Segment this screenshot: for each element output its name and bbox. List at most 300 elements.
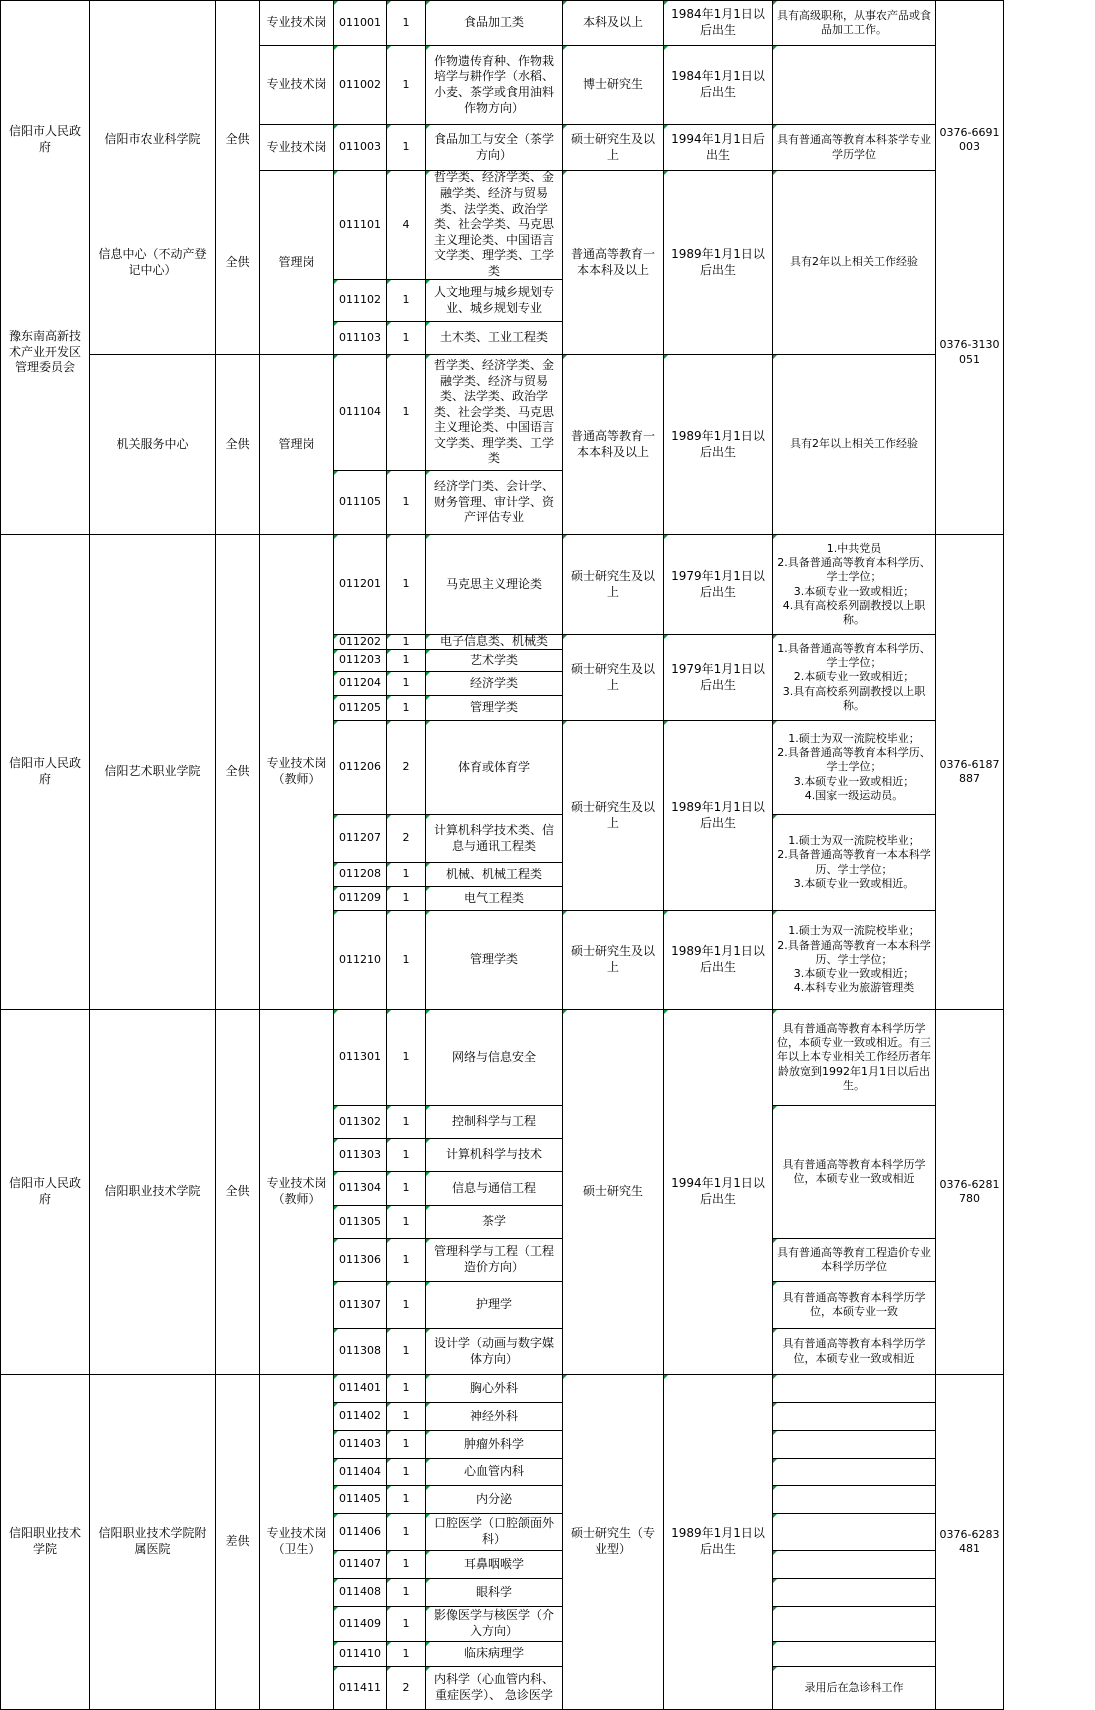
- headcount-cell: [387, 322, 426, 355]
- cell-text: 食品加工与安全（茶学方向）: [433, 131, 554, 162]
- position-type-cell: [260, 125, 334, 171]
- cell-text: 011206: [339, 760, 381, 774]
- major-cell: [426, 1010, 563, 1106]
- position-code-cell: [334, 46, 387, 125]
- cell-text: 011001: [339, 15, 381, 29]
- major-cell: [426, 1172, 563, 1206]
- cell-text: 011407: [339, 1557, 381, 1571]
- cell-text: 硕士研究生及以上: [570, 944, 655, 974]
- funding-type-cell: [216, 1375, 260, 1710]
- headcount-cell: [387, 1431, 426, 1459]
- age-requirement-cell: [664, 0, 773, 46]
- cell-text: 011304: [339, 1181, 381, 1195]
- major-cell: [426, 471, 563, 535]
- other-requirement-cell: [773, 1403, 936, 1431]
- funding-type-cell: [216, 355, 260, 535]
- cell-text: 011411: [339, 1680, 381, 1694]
- age-requirement-cell: [664, 46, 773, 125]
- cell-text: 1989年1月1日以后出生: [671, 246, 765, 277]
- headcount-cell: [387, 1282, 426, 1329]
- cell-text: 硕士研究生（专业型）: [570, 1526, 655, 1556]
- cell-text: 网络与信息安全: [451, 1049, 536, 1064]
- cell-text: 1: [402, 293, 410, 307]
- headcount-cell: [387, 1486, 426, 1514]
- education-cell: [563, 1010, 664, 1375]
- major-cell: [426, 1375, 563, 1403]
- headcount-cell: [387, 1667, 426, 1710]
- cell-text: 011301: [339, 1050, 381, 1064]
- cell-text: 管理岗: [278, 436, 315, 451]
- age-requirement-cell: [664, 1375, 773, 1710]
- cell-text: 1989年1月1日以后出生: [671, 428, 765, 459]
- education-cell: [563, 0, 664, 46]
- major-cell: [426, 1579, 563, 1607]
- major-cell: [426, 322, 563, 355]
- headcount-cell: [387, 1139, 426, 1172]
- competent-dept-cell: [0, 1375, 90, 1710]
- headcount-cell: [387, 1172, 426, 1206]
- cell-text: 管理学类: [469, 700, 518, 715]
- major-cell: [426, 1329, 563, 1375]
- education-cell: [563, 911, 664, 1010]
- cell-text: 1: [402, 1114, 410, 1128]
- contact-phone-cell: [936, 1375, 1004, 1710]
- cell-text: 1: [402, 77, 410, 91]
- major-cell: [426, 0, 563, 46]
- cell-text: 1: [402, 867, 410, 881]
- position-code-cell: [334, 650, 387, 672]
- cell-text: 电气工程类: [463, 890, 524, 905]
- major-cell: [426, 672, 563, 696]
- cell-text: 1: [402, 330, 410, 344]
- cell-text: 体育或体育学: [457, 759, 530, 774]
- cell-text: 全供: [225, 436, 250, 451]
- cell-text: 硕士研究生及以上: [570, 568, 655, 599]
- cell-text: 专业技术岗（教师）: [266, 756, 327, 786]
- cell-text: 1: [402, 1585, 410, 1599]
- cell-text: 1: [402, 140, 410, 154]
- cell-text: 电子信息类、机械类: [439, 635, 548, 649]
- position-code-cell: [334, 322, 387, 355]
- cell-text: 录用后在急诊科工作: [804, 1680, 904, 1694]
- position-code-cell: [334, 1667, 387, 1710]
- cell-text: 信息中心（不动产登记中心）: [98, 246, 207, 277]
- cell-text: 1: [402, 1437, 410, 1451]
- requirement-line: 4.国家一级运动员。: [804, 788, 904, 802]
- requirement-line: 3.本硕专业一致或相近。: [793, 876, 915, 890]
- cell-text: 1: [402, 891, 410, 905]
- cell-text: 硕士研究生: [582, 1184, 643, 1199]
- other-requirement-cell: [773, 1375, 936, 1403]
- headcount-cell: [387, 1551, 426, 1579]
- education-cell: [563, 125, 664, 171]
- headcount-cell: [387, 1239, 426, 1282]
- cell-text: 胸心外科: [469, 1380, 518, 1395]
- cell-text: 1: [402, 495, 410, 509]
- cell-text: 食品加工类: [463, 15, 524, 30]
- cell-text: 1: [402, 1181, 410, 1195]
- position-code-cell: [334, 815, 387, 863]
- cell-text: 011103: [339, 330, 381, 344]
- cell-text: 全供: [225, 1184, 250, 1199]
- cell-text: 艺术学类: [469, 652, 518, 667]
- position-code-cell: [334, 1206, 387, 1239]
- contact-phone-cell: [936, 171, 1004, 535]
- cell-text: 1: [402, 1147, 410, 1161]
- other-requirement-cell: [773, 171, 936, 355]
- other-requirement-cell: [773, 815, 936, 911]
- cell-text: 信阳职业技术学院: [104, 1184, 201, 1199]
- major-cell: [426, 1403, 563, 1431]
- position-type-cell: [260, 1375, 334, 1710]
- cell-text: 011305: [339, 1214, 381, 1228]
- headcount-cell: [387, 672, 426, 696]
- requirement-line: 2.具备普通高等教育一本本科学历、学士学位；: [777, 938, 931, 966]
- cell-text: 1: [402, 1050, 410, 1064]
- cell-text: 1979年1月1日以后出生: [671, 568, 765, 599]
- cell-text: 硕士研究生及以上: [570, 131, 655, 162]
- major-cell: [426, 1514, 563, 1551]
- requirement-line: 2.具备普通高等教育本科学历、学士学位；: [777, 555, 931, 584]
- hiring-unit-cell: [90, 1375, 216, 1710]
- cell-text: 011105: [339, 495, 381, 509]
- other-requirement-cell: [773, 1642, 936, 1667]
- cell-text: 1: [402, 405, 410, 419]
- funding-type-cell: [216, 171, 260, 355]
- cell-text: 机械、机械工程类: [445, 866, 542, 881]
- requirement-line: 3.本硕专业一致或相近；: [793, 967, 915, 981]
- other-requirement-cell: [773, 1329, 936, 1375]
- cell-text: 口腔医学（口腔颌面外科）: [433, 1516, 554, 1546]
- other-requirement-cell: [773, 125, 936, 171]
- cell-text: 1: [402, 1464, 410, 1478]
- cell-text: 1994年1月1日以后出生: [671, 1176, 765, 1206]
- major-cell: [426, 355, 563, 471]
- cell-text: 计算机科学技术类、信息与通讯工程类: [433, 822, 554, 853]
- headcount-cell: [387, 1375, 426, 1403]
- cell-text: 耳鼻咽喉学: [463, 1556, 524, 1571]
- major-cell: [426, 1667, 563, 1710]
- education-cell: [563, 721, 664, 911]
- position-code-cell: [334, 696, 387, 721]
- position-code-cell: [334, 1282, 387, 1329]
- position-code-cell: [334, 535, 387, 635]
- position-code-cell: [334, 1403, 387, 1431]
- position-code-cell: [334, 280, 387, 322]
- cell-text: 011306: [339, 1252, 381, 1266]
- cell-text: 影像医学与核医学（介入方向）: [433, 1608, 554, 1638]
- position-code-cell: [334, 635, 387, 650]
- cell-text: 1: [402, 15, 410, 29]
- position-code-cell: [334, 672, 387, 696]
- requirement-line: 3.本硕专业一致或相近；: [793, 774, 915, 788]
- major-cell: [426, 887, 563, 911]
- cell-text: 肿瘤外科学: [463, 1436, 524, 1451]
- cell-text: 茶学: [481, 1214, 506, 1229]
- other-requirement-cell: [773, 635, 936, 721]
- position-code-cell: [334, 721, 387, 815]
- position-type-cell: [260, 0, 334, 46]
- position-type-cell: [260, 355, 334, 535]
- cell-text: 4: [402, 217, 410, 231]
- competent-dept-cell: [0, 1010, 90, 1375]
- position-code-cell: [334, 1579, 387, 1607]
- headcount-cell: [387, 1206, 426, 1239]
- requirement-line: 2.具备普通高等教育本科学历、学士学位；: [777, 746, 931, 774]
- other-requirement-cell: [773, 1486, 936, 1514]
- cell-text: 1: [402, 1492, 410, 1506]
- major-cell: [426, 1282, 563, 1329]
- cell-text: 护理学: [475, 1297, 512, 1312]
- cell-text: 硕士研究生及以上: [570, 799, 655, 830]
- cell-text: 011210: [339, 952, 381, 966]
- cell-text: 0376-6283481: [939, 1527, 1000, 1555]
- major-cell: [426, 1459, 563, 1486]
- education-cell: [563, 535, 664, 635]
- cell-text: 具有普通高等教育本科学历学位，本硕专业一致或相近: [782, 1157, 926, 1185]
- cell-text: 神经外科: [469, 1408, 518, 1423]
- age-requirement-cell: [664, 355, 773, 535]
- cell-text: 1: [402, 1214, 410, 1228]
- cell-text: 011404: [339, 1464, 381, 1478]
- cell-text: 全供: [225, 764, 250, 779]
- cell-text: 2: [402, 760, 410, 774]
- cell-text: 011208: [339, 867, 381, 881]
- cell-text: 1: [402, 1344, 410, 1358]
- cell-text: 011102: [339, 293, 381, 307]
- cell-text: 专业技术岗: [266, 15, 327, 30]
- cell-text: 信阳职业技术学院附属医院: [98, 1526, 207, 1556]
- major-cell: [426, 1431, 563, 1459]
- position-code-cell: [334, 1431, 387, 1459]
- cell-text: 011408: [339, 1585, 381, 1599]
- cell-text: 1: [402, 676, 410, 690]
- position-code-cell: [334, 911, 387, 1010]
- hiring-unit-cell: [90, 1010, 216, 1375]
- cell-text: 0376-6281780: [939, 1177, 1000, 1205]
- age-requirement-cell: [664, 911, 773, 1010]
- cell-text: 1989年1月1日以后出生: [671, 944, 765, 974]
- position-code-cell: [334, 1375, 387, 1403]
- headcount-cell: [387, 1106, 426, 1139]
- requirement-line: 1.硕士为双一流院校毕业；: [788, 731, 920, 745]
- position-code-cell: [334, 1486, 387, 1514]
- cell-text: 1: [402, 700, 410, 714]
- cell-text: 机关服务中心: [116, 436, 189, 451]
- major-cell: [426, 1239, 563, 1282]
- position-code-cell: [334, 1139, 387, 1172]
- cell-text: 专业技术岗（教师）: [266, 1176, 327, 1206]
- position-type-cell: [260, 535, 334, 1010]
- cell-text: 011307: [339, 1297, 381, 1311]
- cell-text: 作物遗传育种、作物栽培学与耕作学（水稻、小麦、茶学或食用油料作物方向）: [433, 53, 554, 115]
- cell-text: 具有普通高等教育工程造价专业本科学历学位: [777, 1245, 931, 1273]
- age-requirement-cell: [664, 535, 773, 635]
- cell-text: 马克思主义理论类: [445, 576, 542, 591]
- education-cell: [563, 635, 664, 721]
- cell-text: 011409: [339, 1616, 381, 1630]
- age-requirement-cell: [664, 635, 773, 721]
- cell-text: 经济学类: [469, 675, 518, 690]
- cell-text: 011302: [339, 1114, 381, 1128]
- cell-text: 011401: [339, 1381, 381, 1395]
- cell-text: 普通高等教育一本本科及以上: [570, 428, 655, 459]
- major-cell: [426, 535, 563, 635]
- major-cell: [426, 635, 563, 650]
- cell-text: 全供: [225, 132, 250, 147]
- education-cell: [563, 1375, 664, 1710]
- cell-text: 专业技术岗: [266, 77, 327, 92]
- age-requirement-cell: [664, 171, 773, 355]
- major-cell: [426, 125, 563, 171]
- cell-text: 计算机科学与技术: [445, 1147, 542, 1162]
- education-cell: [563, 355, 664, 535]
- other-requirement-cell: [773, 46, 936, 125]
- cell-text: 哲学类、经济学类、金融学类、经济与贸易类、法学类、政治学类、社会学类、马克思主义理论类、中国语言文学类、理学类、工学类: [433, 171, 554, 278]
- cell-text: 011303: [339, 1147, 381, 1161]
- cell-text: 具有普通高等教育本科学历学位，本硕专业一致或相近。有三年以上本专业相关工作经历者年龄放宽到1992年1月1日以后出生。: [777, 1021, 931, 1092]
- cell-text: 人文地理与城乡规划专业、城乡规划专业: [433, 284, 554, 315]
- cell-text: 1: [402, 1646, 410, 1660]
- contact-phone-cell: [936, 1010, 1004, 1375]
- other-requirement-cell: [773, 721, 936, 815]
- other-requirement-cell: [773, 1010, 936, 1106]
- position-code-cell: [334, 1106, 387, 1139]
- requirement-line: 1.硕士为双一流院校毕业；: [788, 924, 920, 938]
- requirement-line: 1.具备普通高等教育本科学历、学士学位；: [777, 641, 931, 670]
- cell-text: 011207: [339, 831, 381, 845]
- cell-text: 1: [402, 1409, 410, 1423]
- cell-text: 011405: [339, 1492, 381, 1506]
- cell-text: 信阳职业技术学院: [8, 1526, 81, 1556]
- cell-text: 011003: [339, 140, 381, 154]
- hiring-unit-cell: [90, 355, 216, 535]
- cell-text: 差供: [225, 1534, 250, 1549]
- major-cell: [426, 815, 563, 863]
- cell-text: 1: [402, 1616, 410, 1630]
- headcount-cell: [387, 471, 426, 535]
- cell-text: 哲学类、经济学类、金融学类、经济与贸易类、法学类、政治学类、社会学类、马克思主义理论类、中国语言文学类、理学类、工学类: [433, 357, 554, 466]
- position-code-cell: [334, 0, 387, 46]
- requirement-line: 1.中共党员: [826, 541, 882, 555]
- position-code-cell: [334, 1607, 387, 1642]
- cell-text: 1994年1月1日后出生: [671, 131, 765, 162]
- cell-text: 眼科学: [475, 1584, 512, 1599]
- other-requirement-cell: [773, 1579, 936, 1607]
- funding-type-cell: [216, 1010, 260, 1375]
- cell-text: 具有2年以上相关工作经验: [790, 255, 918, 269]
- cell-text: 土木类、工业工程类: [439, 330, 548, 345]
- major-cell: [426, 911, 563, 1010]
- major-cell: [426, 721, 563, 815]
- cell-text: 2: [402, 831, 410, 845]
- other-requirement-cell: [773, 1431, 936, 1459]
- cell-text: 内科学（心血管内科、重症医学）、 急诊医学: [433, 1672, 554, 1702]
- headcount-cell: [387, 46, 426, 125]
- headcount-cell: [387, 535, 426, 635]
- requirement-line: 2.本硕专业一致或相近；: [793, 670, 915, 684]
- headcount-cell: [387, 1642, 426, 1667]
- cell-text: 011203: [339, 653, 381, 667]
- major-cell: [426, 1607, 563, 1642]
- cell-text: 信阳市人民政府: [8, 1176, 81, 1206]
- major-cell: [426, 650, 563, 672]
- education-cell: [563, 46, 664, 125]
- other-requirement-cell: [773, 1667, 936, 1710]
- cell-text: 1: [402, 1297, 410, 1311]
- cell-text: 1979年1月1日以后出生: [671, 661, 765, 692]
- other-requirement-cell: [773, 1106, 936, 1239]
- headcount-cell: [387, 650, 426, 672]
- position-code-cell: [334, 1172, 387, 1206]
- cell-text: 具有普通高等教育本科茶学专业学历学位: [777, 133, 931, 161]
- headcount-cell: [387, 1010, 426, 1106]
- cell-text: 011205: [339, 700, 381, 714]
- position-type-cell: [260, 46, 334, 125]
- age-requirement-cell: [664, 721, 773, 911]
- other-requirement-cell: [773, 1514, 936, 1551]
- other-requirement-cell: [773, 1282, 936, 1329]
- cell-text: 硕士研究生及以上: [570, 661, 655, 692]
- position-code-cell: [334, 125, 387, 171]
- headcount-cell: [387, 171, 426, 280]
- major-cell: [426, 696, 563, 721]
- other-requirement-cell: [773, 1239, 936, 1282]
- headcount-cell: [387, 721, 426, 815]
- cell-text: 1984年1月1日以后出生: [671, 69, 765, 99]
- requirement-line: 1.硕士为双一流院校毕业；: [788, 833, 920, 847]
- major-cell: [426, 1206, 563, 1239]
- cell-text: 011406: [339, 1524, 381, 1538]
- cell-text: 具有高级职称，从事农产品或食品加工工作。: [777, 8, 931, 36]
- cell-text: 1989年1月1日以后出生: [671, 1526, 765, 1556]
- cell-text: 0376-3130051: [939, 338, 1000, 366]
- cell-text: 011410: [339, 1646, 381, 1660]
- position-code-cell: [334, 863, 387, 887]
- other-requirement-cell: [773, 1551, 936, 1579]
- other-requirement-cell: [773, 355, 936, 535]
- headcount-cell: [387, 1514, 426, 1551]
- cell-text: 011403: [339, 1437, 381, 1451]
- major-cell: [426, 1486, 563, 1514]
- major-cell: [426, 1106, 563, 1139]
- cell-text: 心血管内科: [463, 1464, 524, 1479]
- cell-text: 具有普通高等教育本科学历学位，本硕专业一致或相近: [782, 1337, 926, 1365]
- hiring-unit-cell: [90, 171, 216, 355]
- requirement-line: 3.本硕专业一致或相近；: [793, 584, 915, 598]
- cell-text: 管理科学与工程（工程造价方向）: [433, 1244, 554, 1274]
- position-code-cell: [334, 1459, 387, 1486]
- other-requirement-cell: [773, 0, 936, 46]
- cell-text: 设计学（动画与数字媒体方向）: [433, 1335, 554, 1366]
- other-requirement-cell: [773, 1459, 936, 1486]
- education-cell: [563, 171, 664, 355]
- cell-text: 011202: [339, 635, 381, 648]
- cell-text: 信阳艺术职业学院: [104, 764, 201, 779]
- cell-text: 管理学类: [469, 952, 518, 967]
- cell-text: 011201: [339, 577, 381, 591]
- requirement-line: 4.具有高校系列副教授以上职称。: [782, 598, 926, 627]
- headcount-cell: [387, 280, 426, 322]
- headcount-cell: [387, 815, 426, 863]
- cell-text: 经济学门类、会计学、财务管理、审计学、资产评估专业: [433, 479, 554, 525]
- contact-phone-cell: [936, 535, 1004, 1010]
- cell-text: 1: [402, 577, 410, 591]
- major-cell: [426, 1139, 563, 1172]
- age-requirement-cell: [664, 125, 773, 171]
- headcount-cell: [387, 125, 426, 171]
- headcount-cell: [387, 635, 426, 650]
